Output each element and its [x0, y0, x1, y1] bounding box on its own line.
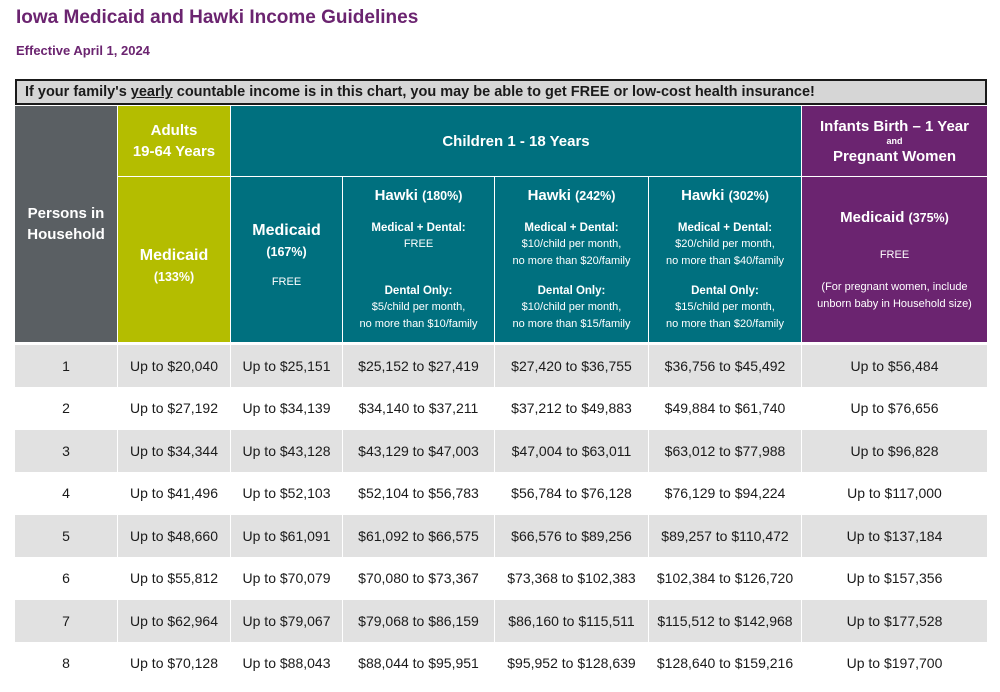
infants-medicaid-cell: Up to $197,700 — [846, 655, 943, 671]
column-divider — [494, 345, 495, 685]
hawki-302-dental-only: Dental Only: — [691, 285, 759, 297]
hawki-242-cell: $56,784 to $76,128 — [511, 485, 632, 501]
column-divider — [648, 345, 649, 685]
adults-medicaid-cell: Up to $34,344 — [130, 443, 218, 459]
hawki-302-md-cost-1: $20/child per month, — [675, 238, 775, 250]
hawki-180-dental-only: Dental Only: — [384, 285, 453, 297]
hawki-242-cell: $95,952 to $128,639 — [507, 655, 636, 671]
hawki-302-medical-dental: Medical + Dental: — [677, 222, 773, 234]
hawki-242-md-cost-2: no more than $20/family — [512, 255, 631, 267]
header-persons-line1: Persons in — [27, 205, 105, 222]
header-persons-line2: Household — [27, 226, 105, 243]
column-divider — [342, 345, 343, 685]
hawki-180-cell: $43,129 to $47,003 — [358, 443, 479, 459]
header-children-group — [231, 106, 801, 176]
header-infants-medicaid — [802, 177, 987, 342]
column-divider — [801, 345, 802, 685]
hawki-242-label: Hawki — [527, 187, 571, 204]
hawki-242-md-cost-1: $10/child per month, — [521, 238, 622, 250]
table-row — [15, 600, 987, 642]
adults-medicaid-cell: Up to $27,192 — [130, 400, 218, 416]
hawki-180-pct: (180%) — [422, 189, 463, 203]
persons-cell: 5 — [62, 528, 70, 544]
table-row — [15, 472, 987, 514]
hawki-242-cell: $66,576 to $89,256 — [511, 528, 632, 544]
table-row — [15, 430, 987, 472]
child-medicaid-cell: Up to $25,151 — [242, 358, 331, 374]
infants-note-2: unborn baby in Household size) — [817, 298, 972, 310]
header-hawki-302 — [649, 177, 801, 342]
infants-note-1: (For pregnant women, include — [821, 281, 968, 293]
hawki-180-cell: $61,092 to $66,575 — [358, 528, 479, 544]
hawki-302-cell: $76,129 to $94,224 — [664, 485, 786, 501]
hawki-180-md-cost: FREE — [403, 238, 434, 250]
infants-medicaid-cell: Up to $76,656 — [850, 400, 939, 416]
persons-cell: 2 — [62, 400, 70, 416]
infants-group-line1: Infants Birth – 1 Year — [820, 117, 969, 135]
hawki-180-cell: $34,140 to $37,211 — [358, 400, 479, 416]
hawki-180-cell: $88,044 to $95,951 — [358, 655, 479, 671]
infants-medicaid-cell: Up to $56,484 — [850, 358, 939, 374]
banner-text-before: If your family's — [25, 84, 131, 100]
infants-medicaid-pct: (375%) — [908, 211, 949, 225]
hawki-242-do-cost-1: $10/child per month, — [521, 301, 622, 313]
adults-medicaid-cell: Up to $55,812 — [130, 570, 218, 586]
table-row — [15, 345, 987, 387]
child-medicaid-cell: Up to $61,091 — [242, 528, 331, 544]
table-row — [15, 387, 987, 429]
hawki-302-cell: $49,884 to $61,740 — [664, 400, 786, 416]
hawki-302-cell: $36,756 to $45,492 — [664, 358, 786, 374]
column-divider — [117, 345, 118, 685]
persons-cell: 6 — [62, 570, 70, 586]
hawki-242-do-cost-2: no more than $15/family — [512, 318, 631, 330]
hawki-302-cell: $63,012 to $77,988 — [664, 443, 786, 459]
infants-medicaid-cell: Up to $117,000 — [847, 485, 942, 501]
infants-medicaid-label: Medicaid — [840, 209, 905, 226]
intro-banner — [15, 79, 987, 105]
hawki-180-cell: $52,104 to $56,783 — [358, 485, 479, 501]
infants-medicaid-cell: Up to $177,528 — [846, 613, 943, 629]
hawki-180-label: Hawki — [374, 187, 418, 204]
hawki-242-cell: $86,160 to $115,511 — [508, 613, 635, 629]
child-medicaid-cell: Up to $70,079 — [242, 570, 331, 586]
child-medicaid-cell: Up to $43,128 — [242, 443, 331, 459]
banner-text-underlined: yearly — [130, 84, 173, 100]
header-adults-line1: Adults — [150, 122, 198, 139]
column-divider — [230, 345, 231, 685]
hawki-242-cell: $37,212 to $49,883 — [511, 400, 632, 416]
hawki-242-dental-only: Dental Only: — [537, 285, 606, 297]
child-medicaid-cell: Up to $34,139 — [242, 400, 331, 416]
adults-medicaid-label: Medicaid — [139, 246, 209, 264]
hawki-302-cell: $115,512 to $142,968 — [657, 613, 793, 629]
header-hawki-180 — [343, 177, 494, 342]
hawki-180-cell: $79,068 to $86,159 — [358, 613, 479, 629]
hawki-242-medical-dental: Medical + Dental: — [524, 222, 619, 234]
child-medicaid-cell: Up to $79,067 — [242, 613, 331, 629]
hawki-302-md-cost-2: no more than $40/family — [665, 255, 784, 267]
hawki-302-label: Hawki — [681, 187, 725, 204]
table-row — [15, 557, 987, 599]
effective-date: Effective April 1, 2024 — [16, 43, 150, 58]
persons-cell: 4 — [62, 485, 70, 501]
adults-medicaid-cell: Up to $62,964 — [130, 613, 218, 629]
header-hawki-242 — [495, 177, 648, 342]
persons-cell: 7 — [62, 613, 70, 629]
hawki-242-cell: $27,420 to $36,755 — [511, 358, 632, 374]
child-medicaid-cost: FREE — [271, 276, 302, 288]
adults-medicaid-cell: Up to $48,660 — [130, 528, 218, 544]
hawki-242-cell: $73,368 to $102,383 — [507, 570, 636, 586]
infants-medicaid-cell: Up to $157,356 — [846, 570, 943, 586]
hawki-242-cell: $47,004 to $63,011 — [511, 443, 632, 459]
child-medicaid-pct: (167%) — [266, 245, 307, 259]
infants-cost: FREE — [879, 249, 910, 261]
hawki-180-cell: $25,152 to $27,419 — [358, 358, 479, 374]
hawki-180-medical-dental: Medical + Dental: — [371, 222, 466, 234]
header-child-medicaid — [231, 177, 342, 342]
hawki-302-cell: $128,640 to $159,216 — [656, 655, 794, 671]
table-row — [15, 515, 987, 557]
table-row — [15, 642, 987, 684]
hawki-180-do-cost-2: no more than $10/family — [359, 318, 478, 330]
adults-medicaid-pct: (133%) — [153, 269, 195, 284]
page-title: Iowa Medicaid and Hawki Income Guidelines — [16, 7, 419, 28]
child-medicaid-label: Medicaid — [252, 222, 321, 239]
persons-cell: 8 — [62, 655, 70, 671]
persons-cell: 1 — [62, 358, 70, 374]
hawki-302-cell: $89,257 to $110,472 — [661, 528, 789, 544]
header-adults-line2: 19-64 Years — [132, 143, 216, 160]
child-medicaid-cell: Up to $52,103 — [242, 485, 331, 501]
adults-medicaid-cell: Up to $70,128 — [130, 655, 218, 671]
header-adults-group — [118, 106, 230, 176]
children-group-label: Children 1 - 18 Years — [442, 132, 590, 150]
header-infants-group — [802, 106, 987, 176]
hawki-302-pct: (302%) — [728, 189, 769, 203]
banner-text-after: countable income is in this chart, you may be able to get FREE or low-cost health insurance! — [172, 84, 815, 100]
header-adults-medicaid — [118, 177, 230, 342]
header-persons — [15, 106, 117, 342]
hawki-302-do-cost-2: no more than $20/family — [665, 318, 784, 330]
hawki-302-cell: $102,384 to $126,720 — [656, 570, 794, 586]
infants-group-and: and — [886, 135, 903, 146]
hawki-302-do-cost-1: $15/child per month, — [675, 301, 775, 313]
infants-medicaid-cell: Up to $96,828 — [850, 443, 939, 459]
infants-group-line2: Pregnant Women — [832, 147, 957, 165]
hawki-180-do-cost-1: $5/child per month, — [371, 301, 466, 313]
infants-medicaid-cell: Up to $137,184 — [846, 528, 943, 544]
adults-medicaid-cell: Up to $20,040 — [130, 358, 218, 374]
child-medicaid-cell: Up to $88,043 — [242, 655, 331, 671]
persons-cell: 3 — [62, 443, 70, 459]
adults-medicaid-cell: Up to $41,496 — [130, 485, 218, 501]
hawki-242-pct: (242%) — [575, 189, 616, 203]
hawki-180-cell: $70,080 to $73,367 — [358, 570, 479, 586]
